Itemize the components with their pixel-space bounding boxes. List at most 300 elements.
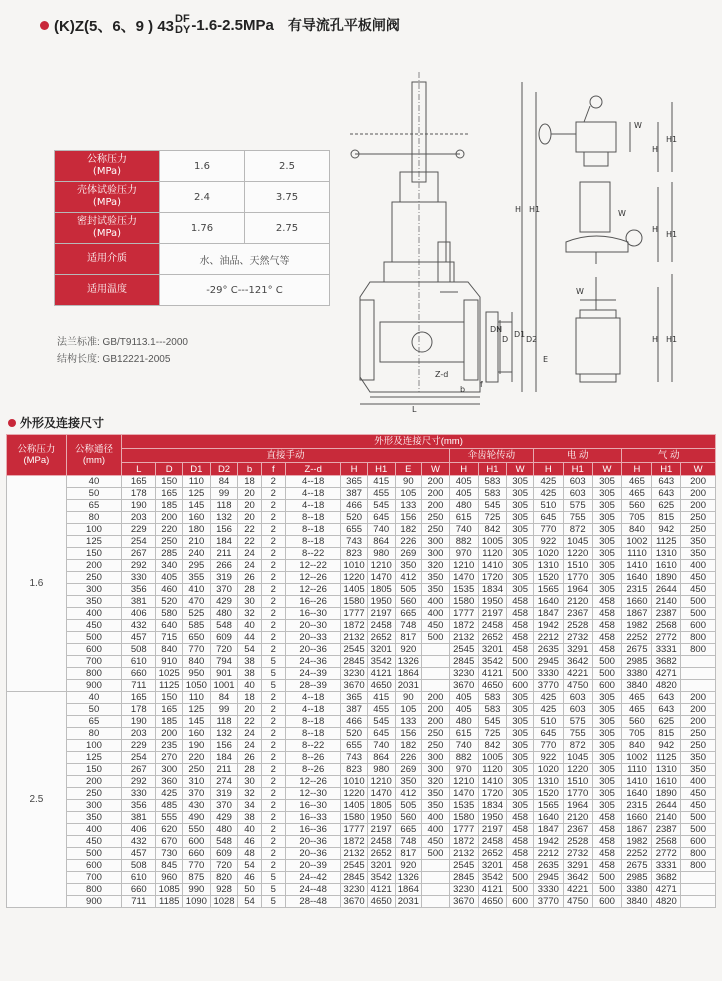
table-cell: 920	[395, 644, 422, 656]
table-cell: 1640	[622, 788, 652, 800]
table-cell: 901	[210, 668, 238, 680]
dim-label-dn: DN	[490, 325, 503, 334]
table-cell: 305	[507, 548, 534, 560]
table-cell: 185	[156, 716, 183, 728]
table-cell: 458	[592, 848, 622, 860]
table-cell: 1470	[367, 572, 395, 584]
table-cell: 2140	[652, 596, 681, 608]
table-cell: 190	[183, 740, 211, 752]
table-row	[7, 524, 716, 536]
table-cell: 360	[156, 776, 183, 788]
table-cell: 2945	[533, 872, 563, 884]
table-row	[7, 716, 716, 728]
table-cell: 645	[533, 728, 563, 740]
table-cell: 300	[66, 584, 121, 596]
table-cell: 16--30	[285, 800, 340, 812]
table-cell: 500	[681, 596, 716, 608]
table-cell: 1847	[533, 608, 563, 620]
table-row	[7, 848, 716, 860]
table-cell: 1326	[395, 872, 422, 884]
col-header-dn: 公称通径 (mm)	[66, 435, 121, 476]
table-cell: 50	[238, 884, 261, 896]
table-cell: 970	[449, 548, 478, 560]
table-cell: 1640	[533, 596, 563, 608]
table-cell: 600	[681, 620, 716, 632]
param-value: 3.75	[245, 182, 330, 213]
table-cell: 24	[238, 740, 261, 752]
table-cell: 26	[238, 572, 261, 584]
table-cell: 105	[395, 704, 422, 716]
table-cell: 1410	[622, 776, 652, 788]
table-cell: 350	[395, 776, 422, 788]
table-cell: 794	[210, 656, 238, 668]
table-cell: 320	[422, 560, 450, 572]
table-cell: 2985	[622, 656, 652, 668]
table-cell: 305	[507, 764, 534, 776]
table-cell: 458	[507, 860, 534, 872]
table-cell: 2	[261, 500, 285, 512]
table-cell: 1005	[478, 536, 507, 548]
table-cell: 1002	[622, 536, 652, 548]
table-cell: 350	[681, 764, 716, 776]
table-cell: 184	[210, 752, 238, 764]
table-cell: 305	[592, 800, 622, 812]
table-cell: 545	[478, 716, 507, 728]
table-cell: 840	[156, 644, 183, 656]
col-header: b	[238, 463, 261, 476]
table-row	[7, 764, 716, 776]
table-cell: 500	[507, 884, 534, 896]
table-cell: 585	[183, 620, 211, 632]
table-cell: 910	[156, 656, 183, 668]
table-cell: 603	[563, 476, 592, 488]
param-value: 2.4	[160, 182, 245, 213]
table-cell: 2132	[341, 848, 368, 860]
table-cell: 370	[183, 788, 211, 800]
table-cell: 645	[533, 512, 563, 524]
table-cell: 2545	[449, 644, 478, 656]
table-cell: 1864	[395, 668, 422, 680]
table-cell: 200	[156, 728, 183, 740]
table-cell: 3670	[341, 680, 368, 692]
table-cell: 365	[341, 692, 368, 704]
table-cell: 490	[183, 812, 211, 824]
table-cell: 145	[183, 716, 211, 728]
table-cell: 65	[66, 500, 121, 512]
table-cell: 200	[681, 476, 716, 488]
table-cell: 12--22	[285, 560, 340, 572]
param-value: 2.75	[245, 213, 330, 244]
table-cell: 609	[210, 632, 238, 644]
table-cell: 200	[422, 692, 450, 704]
table-cell: 400	[422, 824, 450, 836]
table-cell: 340	[156, 560, 183, 572]
col-header: H	[341, 463, 368, 476]
table-cell: 770	[183, 644, 211, 656]
table-cell: 28	[238, 584, 261, 596]
table-cell	[681, 656, 716, 668]
table-cell: 220	[183, 752, 211, 764]
table-cell: 458	[507, 812, 534, 824]
table-cell: 1610	[652, 776, 681, 788]
table-cell: 2772	[652, 848, 681, 860]
table-cell: 20--36	[285, 644, 340, 656]
table-cell: 2732	[563, 848, 592, 860]
table-cell: 46	[238, 836, 261, 848]
table-cell: 2	[261, 548, 285, 560]
table-cell: 1864	[395, 884, 422, 896]
param-label: 壳体试验压力 (MPa)	[55, 182, 160, 213]
table-cell: 38	[238, 812, 261, 824]
table-cell: 250	[66, 788, 121, 800]
table-cell: 922	[533, 752, 563, 764]
table-cell	[681, 872, 716, 884]
col-header-electric: 电 动	[533, 449, 622, 463]
table-cell: 200	[422, 476, 450, 488]
table-cell: 823	[341, 548, 368, 560]
table-cell: 425	[533, 476, 563, 488]
table-cell: 2197	[367, 824, 395, 836]
table-cell: 305	[592, 536, 622, 548]
table-cell: 458	[592, 632, 622, 644]
table-cell: 305	[592, 728, 622, 740]
table-cell: 842	[478, 524, 507, 536]
table-cell: 350	[66, 596, 121, 608]
table-cell: 305	[507, 572, 534, 584]
table-cell: 615	[449, 512, 478, 524]
table-cell: 980	[367, 764, 395, 776]
table-cell: 1777	[341, 824, 368, 836]
table-cell: 2367	[563, 824, 592, 836]
table-cell: 2985	[622, 872, 652, 884]
table-row	[7, 596, 716, 608]
table-row	[7, 584, 716, 596]
pressure-cell: 2.5	[7, 692, 67, 908]
table-cell: 178	[122, 488, 156, 500]
table-cell: 5	[261, 668, 285, 680]
table-cell: 2652	[478, 848, 507, 860]
bullet-icon	[8, 419, 16, 427]
table-cell: 1185	[156, 896, 183, 908]
table-cell: 305	[507, 536, 534, 548]
table-cell: 458	[592, 596, 622, 608]
table-cell: 465	[622, 488, 652, 500]
table-cell: 3642	[563, 872, 592, 884]
table-cell: 1720	[478, 788, 507, 800]
table-cell: 2212	[533, 632, 563, 644]
flange-standard-note: 法兰标准: GB/T9113.1---2000	[57, 337, 188, 348]
dim-label-h1-bot: H1	[666, 335, 678, 344]
table-cell: 300	[156, 764, 183, 776]
table-cell: 882	[449, 752, 478, 764]
table-cell: 429	[210, 812, 238, 824]
title-sup-top: DF	[175, 13, 190, 25]
table-cell: 2644	[652, 800, 681, 812]
table-cell: 600	[507, 896, 534, 908]
table-cell: 1010	[341, 776, 368, 788]
dim-label-h1-mid: H1	[666, 230, 678, 239]
dim-label-b: b	[460, 385, 466, 394]
table-cell: 305	[592, 788, 622, 800]
section-title-text: 外形及连接尺寸	[20, 416, 105, 430]
table-cell: 3331	[652, 860, 681, 872]
table-cell: 400	[422, 608, 450, 620]
table-cell: 40	[66, 692, 121, 704]
table-cell: 267	[122, 764, 156, 776]
table-cell: 100	[66, 524, 121, 536]
table-cell: 305	[592, 764, 622, 776]
table-cell: 620	[156, 824, 183, 836]
table-cell: 4650	[478, 896, 507, 908]
table-cell: 458	[592, 620, 622, 632]
table-cell: 770	[533, 740, 563, 752]
table-row	[7, 740, 716, 752]
table-cell: 350	[422, 800, 450, 812]
table-cell: 40	[66, 476, 121, 488]
table-cell: 3670	[449, 680, 478, 692]
table-cell: 26	[238, 752, 261, 764]
table-cell: 1942	[533, 620, 563, 632]
table-cell: 226	[395, 752, 422, 764]
table-cell: 1950	[367, 812, 395, 824]
col-header-pn: 公称压力 (MPa)	[7, 435, 67, 476]
table-row	[7, 836, 716, 848]
dim-label-d2: D2	[526, 335, 538, 344]
table-cell: 1942	[533, 836, 563, 848]
table-cell: 1405	[341, 800, 368, 812]
table-row	[7, 884, 716, 896]
table-cell: 455	[367, 704, 395, 716]
table-cell: 2197	[478, 824, 507, 836]
table-cell: 1660	[622, 596, 652, 608]
table-cell: 150	[66, 548, 121, 560]
table-row	[7, 776, 716, 788]
table-cell	[422, 872, 450, 884]
table-cell: 485	[156, 800, 183, 812]
table-cell: 1872	[449, 836, 478, 848]
table-cell: 305	[507, 500, 534, 512]
table-cell: 90	[395, 476, 422, 488]
table-row	[7, 656, 716, 668]
table-cell: 457	[122, 848, 156, 860]
table-cell: 2	[261, 740, 285, 752]
table-cell: 22	[238, 536, 261, 548]
table-cell: 1510	[563, 776, 592, 788]
table-cell: 580	[156, 608, 183, 620]
table-cell: 381	[122, 812, 156, 824]
dim-label-h-mid: H	[652, 225, 659, 234]
table-cell	[422, 644, 450, 656]
table-cell: 3840	[622, 680, 652, 692]
table-cell: 458	[592, 644, 622, 656]
table-cell: 5	[261, 896, 285, 908]
table-cell: 133	[395, 716, 422, 728]
table-cell: 12--26	[285, 584, 340, 596]
table-cell: 4820	[652, 896, 681, 908]
table-cell: 4--18	[285, 692, 340, 704]
param-row	[55, 244, 330, 275]
table-cell: 466	[341, 500, 368, 512]
table-cell: 3770	[533, 680, 563, 692]
col-header: f	[261, 463, 285, 476]
table-cell: 2	[261, 524, 285, 536]
table-cell: 99	[210, 704, 238, 716]
table-cell: 1640	[533, 812, 563, 824]
table-cell: 665	[395, 824, 422, 836]
dim-label-h-top: H	[652, 145, 659, 154]
table-cell: 2528	[563, 620, 592, 632]
table-cell: 200	[422, 500, 450, 512]
table-cell: 200	[422, 704, 450, 716]
table-cell: 1025	[156, 668, 183, 680]
table-cell: 2	[261, 596, 285, 608]
title-name: 有导流孔平板闸阀	[287, 17, 400, 33]
table-cell: 310	[183, 776, 211, 788]
table-cell: 1125	[652, 752, 681, 764]
title-sup-bottom: DY	[175, 24, 191, 36]
table-cell: 84	[210, 692, 238, 704]
table-cell: 600	[66, 860, 121, 872]
table-cell: 4121	[367, 884, 395, 896]
table-cell: 110	[183, 692, 211, 704]
table-cell: 305	[507, 788, 534, 800]
table-cell: 643	[652, 488, 681, 500]
table-cell: 1210	[449, 776, 478, 788]
table-cell: 2845	[449, 872, 478, 884]
table-cell: 235	[156, 740, 183, 752]
table-cell: 1777	[449, 608, 478, 620]
table-cell: 610	[122, 656, 156, 668]
table-cell: 330	[122, 572, 156, 584]
table-cell: 1580	[449, 812, 478, 824]
col-header: W	[681, 463, 716, 476]
table-cell: 460	[156, 584, 183, 596]
table-cell: 1982	[622, 620, 652, 632]
table-cell: 545	[478, 500, 507, 512]
table-cell: 720	[210, 644, 238, 656]
table-cell: 2545	[341, 644, 368, 656]
table-cell: 185	[156, 500, 183, 512]
table-cell: 132	[210, 728, 238, 740]
table-cell: 2315	[622, 800, 652, 812]
table-cell: 203	[122, 512, 156, 524]
table-cell: 229	[122, 740, 156, 752]
table-cell: 350	[681, 536, 716, 548]
table-cell: 725	[478, 512, 507, 524]
table-cell: 1210	[449, 560, 478, 572]
table-cell: 200	[156, 512, 183, 524]
table-cell: 3542	[478, 872, 507, 884]
table-cell: 150	[156, 476, 183, 488]
table-cell: 200	[681, 704, 716, 716]
table-cell: 305	[592, 500, 622, 512]
table-cell: 1410	[622, 560, 652, 572]
table-cell: 8--26	[285, 752, 340, 764]
table-cell: 500	[507, 668, 534, 680]
table-cell: 184	[210, 536, 238, 548]
table-cell: 305	[507, 560, 534, 572]
table-cell: 864	[367, 536, 395, 548]
table-cell: 458	[507, 848, 534, 860]
table-cell: 292	[122, 560, 156, 572]
table-cell: 20--33	[285, 632, 340, 644]
table-cell: 715	[156, 632, 183, 644]
table-row	[7, 560, 716, 572]
table-cell: 350	[422, 572, 450, 584]
table-cell: 882	[449, 536, 478, 548]
table-cell: 2	[261, 692, 285, 704]
table-cell: 3770	[533, 896, 563, 908]
table-cell: 603	[563, 488, 592, 500]
table-cell: 480	[449, 716, 478, 728]
table-cell: 4271	[652, 884, 681, 896]
table-cell: 1770	[563, 572, 592, 584]
table-cell: 500	[681, 824, 716, 836]
table-cell: 1326	[395, 656, 422, 668]
table-cell: 40	[238, 824, 261, 836]
table-cell: 100	[66, 740, 121, 752]
table-cell: 2732	[563, 632, 592, 644]
table-cell: 24--48	[285, 884, 340, 896]
table-cell: 425	[533, 488, 563, 500]
table-cell: 817	[395, 848, 422, 860]
table-cell: 1310	[533, 776, 563, 788]
table-row	[7, 632, 716, 644]
table-cell: 3840	[622, 896, 652, 908]
table-cell: 660	[122, 884, 156, 896]
table-cell: 178	[122, 704, 156, 716]
table-cell: 3291	[563, 644, 592, 656]
table-cell: 548	[210, 620, 238, 632]
table-cell: 743	[341, 752, 368, 764]
table-cell: 200	[681, 500, 716, 512]
table-cell: 3380	[622, 884, 652, 896]
table-cell: 2	[261, 836, 285, 848]
table-cell: 4221	[563, 884, 592, 896]
table-cell: 412	[395, 572, 422, 584]
table-cell: 3201	[367, 644, 395, 656]
table-cell: 211	[210, 548, 238, 560]
table-cell: 24--36	[285, 656, 340, 668]
table-cell: 211	[210, 764, 238, 776]
table-cell: 266	[210, 560, 238, 572]
table-cell: 415	[367, 476, 395, 488]
table-cell: 1210	[367, 560, 395, 572]
table-cell	[422, 884, 450, 896]
table-cell: 250	[156, 536, 183, 548]
table-cell: 210	[183, 536, 211, 548]
table-cell: 770	[183, 860, 211, 872]
table-cell: 305	[592, 584, 622, 596]
table-cell: 730	[156, 848, 183, 860]
table-row	[7, 692, 716, 704]
table-cell: 2	[261, 488, 285, 500]
table-cell: 20--39	[285, 860, 340, 872]
table-cell: 24	[238, 728, 261, 740]
table-cell: 180	[183, 524, 211, 536]
table-cell: 34	[238, 800, 261, 812]
table-cell: 740	[449, 524, 478, 536]
table-cell: 305	[592, 560, 622, 572]
table-cell: 2	[261, 860, 285, 872]
table-cell: 165	[122, 692, 156, 704]
table-cell: 4--18	[285, 704, 340, 716]
table-cell: 269	[395, 764, 422, 776]
table-cell: 550	[183, 824, 211, 836]
table-cell: 132	[210, 512, 238, 524]
table-cell: 156	[210, 524, 238, 536]
col-header: Z--d	[285, 463, 340, 476]
